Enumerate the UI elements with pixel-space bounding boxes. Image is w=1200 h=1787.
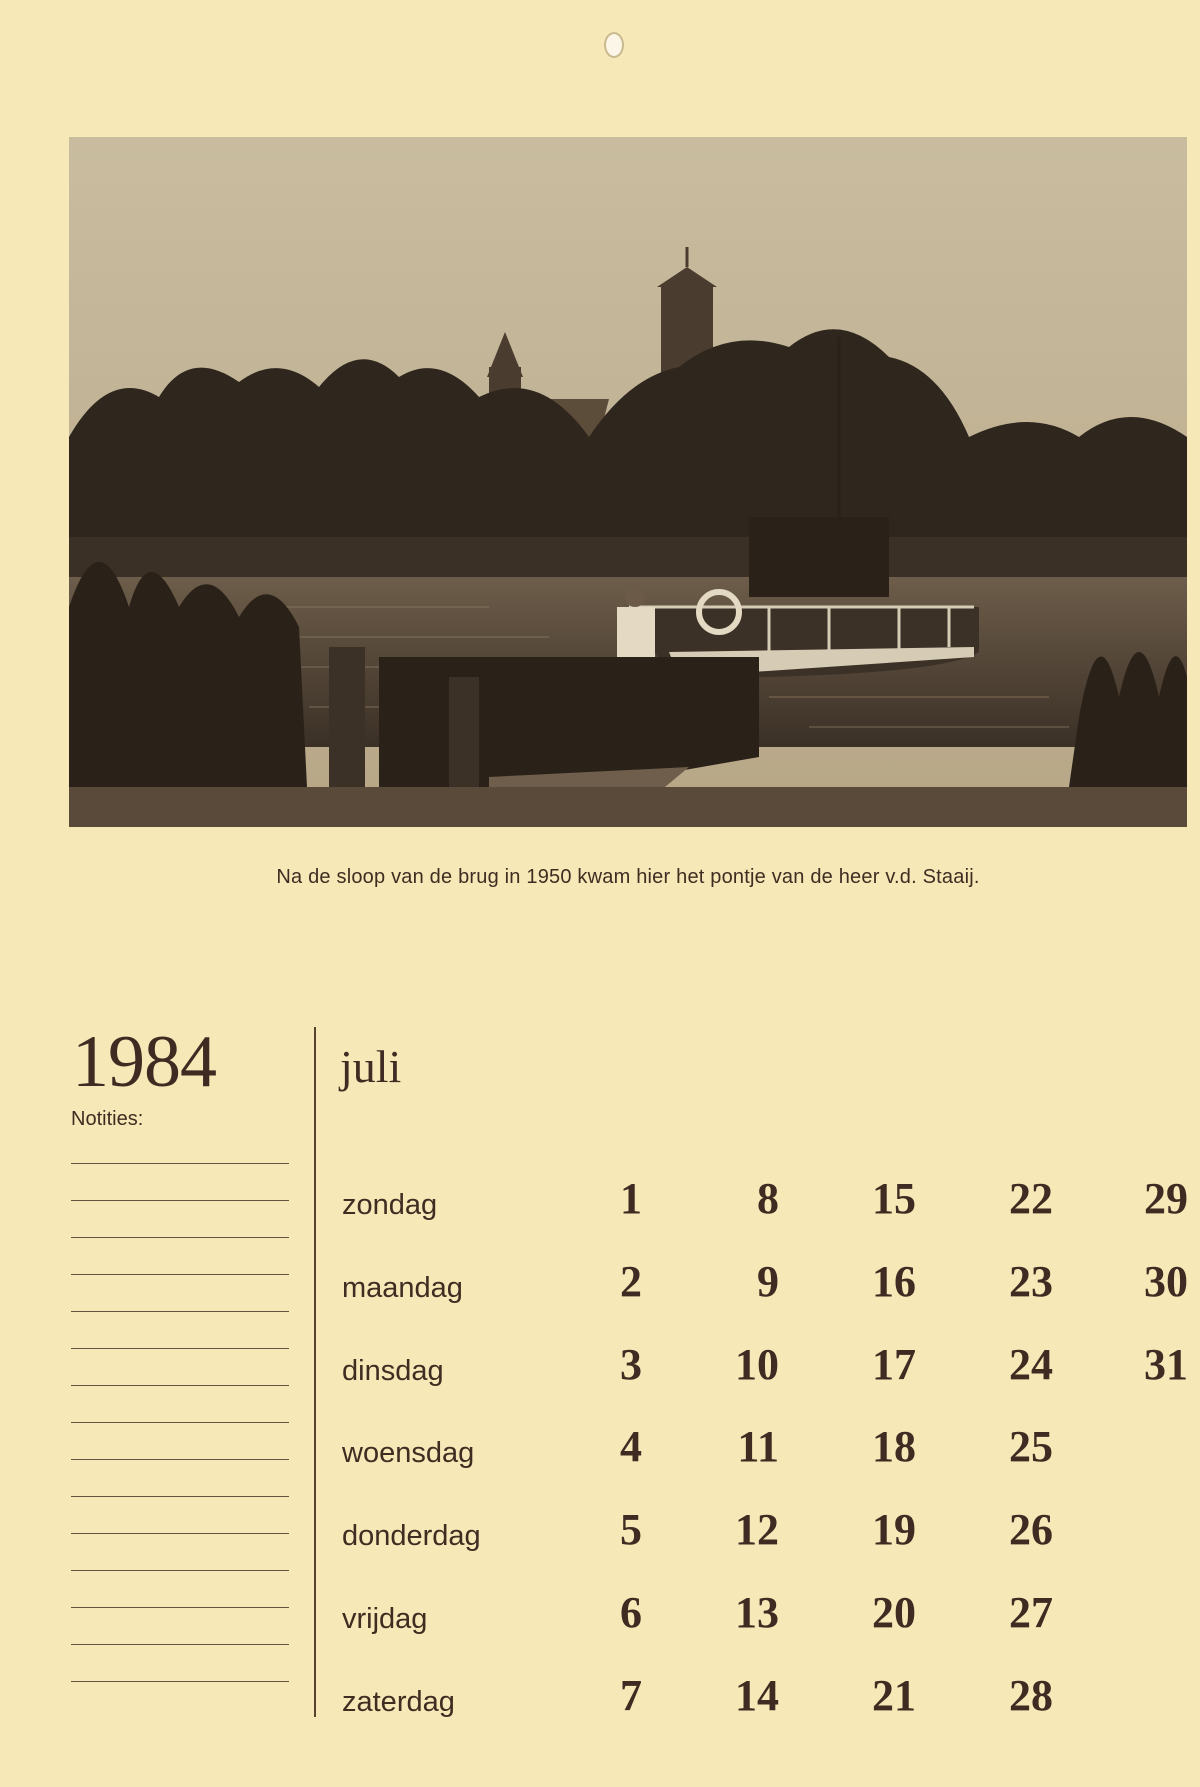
date-cell: 5 [620, 1505, 642, 1554]
date-cell: 20 [872, 1588, 916, 1637]
note-line [71, 1533, 289, 1534]
date-cell: 30 [1144, 1257, 1188, 1306]
date-cell: 7 [620, 1671, 642, 1720]
date-cell: 22 [1009, 1174, 1053, 1223]
note-line [71, 1348, 289, 1349]
date-cell: 26 [1009, 1505, 1053, 1554]
calendar-year: 1984 [72, 1021, 216, 1103]
date-cell: 11 [737, 1422, 779, 1471]
weekday-row [342, 1336, 1192, 1396]
note-line [71, 1385, 289, 1386]
date-cell: 16 [872, 1257, 916, 1306]
note-line [71, 1311, 289, 1312]
calendar-month: juli [340, 1041, 402, 1092]
note-line [71, 1496, 289, 1497]
date-cell: 8 [757, 1174, 779, 1223]
weekday-name: zondag [342, 1189, 438, 1221]
weekday-row [342, 1501, 1192, 1561]
note-line [71, 1570, 289, 1571]
weekday-row [342, 1418, 1192, 1478]
note-line [71, 1422, 289, 1423]
note-line [71, 1200, 289, 1201]
weekday-row [342, 1170, 1192, 1230]
date-cell: 13 [735, 1588, 779, 1637]
weekday-name: woensdag [342, 1437, 475, 1469]
note-line [71, 1644, 289, 1645]
note-line [71, 1459, 289, 1460]
weekday-name: vrijdag [342, 1603, 428, 1635]
note-line [71, 1274, 289, 1275]
date-cell: 21 [872, 1671, 916, 1720]
date-cell: 23 [1009, 1257, 1053, 1306]
date-cell: 17 [872, 1340, 916, 1389]
weekday-name: maandag [342, 1272, 463, 1304]
date-cell: 31 [1144, 1340, 1188, 1389]
date-cell: 9 [757, 1257, 779, 1306]
photo-caption: Na de sloop van de brug in 1950 kwam hier het pontje van de heer v.d. Staaij. [276, 866, 980, 888]
weekday-row [342, 1253, 1192, 1313]
date-cell: 19 [872, 1505, 916, 1554]
date-cell: 18 [872, 1422, 916, 1471]
notes-label: Notities: [71, 1108, 144, 1130]
notes-lines [71, 1163, 289, 1718]
column-divider [314, 1027, 316, 1717]
weekday-name: zaterdag [342, 1686, 455, 1718]
note-line [71, 1163, 289, 1164]
weekday-row [342, 1667, 1192, 1727]
date-cell: 15 [872, 1174, 916, 1223]
date-cell: 3 [620, 1340, 642, 1389]
date-cell: 4 [620, 1422, 642, 1471]
weekday-name: donderdag [342, 1520, 481, 1552]
weekday-name: dinsdag [342, 1355, 444, 1387]
date-cell: 25 [1009, 1422, 1053, 1471]
date-cell: 1 [620, 1174, 642, 1223]
sepia-photograph [69, 137, 1187, 827]
date-cell: 28 [1009, 1671, 1053, 1720]
note-line [71, 1681, 289, 1682]
weekday-row [342, 1584, 1192, 1644]
date-cell: 10 [735, 1340, 779, 1389]
note-line [71, 1237, 289, 1238]
date-cell: 24 [1009, 1340, 1053, 1389]
note-line [71, 1607, 289, 1608]
date-cell: 2 [620, 1257, 642, 1306]
hanging-hole [604, 32, 624, 58]
date-cell: 6 [620, 1588, 642, 1637]
date-cell: 12 [735, 1505, 779, 1554]
date-cell: 29 [1144, 1174, 1188, 1223]
date-cell: 27 [1009, 1588, 1053, 1637]
date-cell: 14 [735, 1671, 779, 1720]
